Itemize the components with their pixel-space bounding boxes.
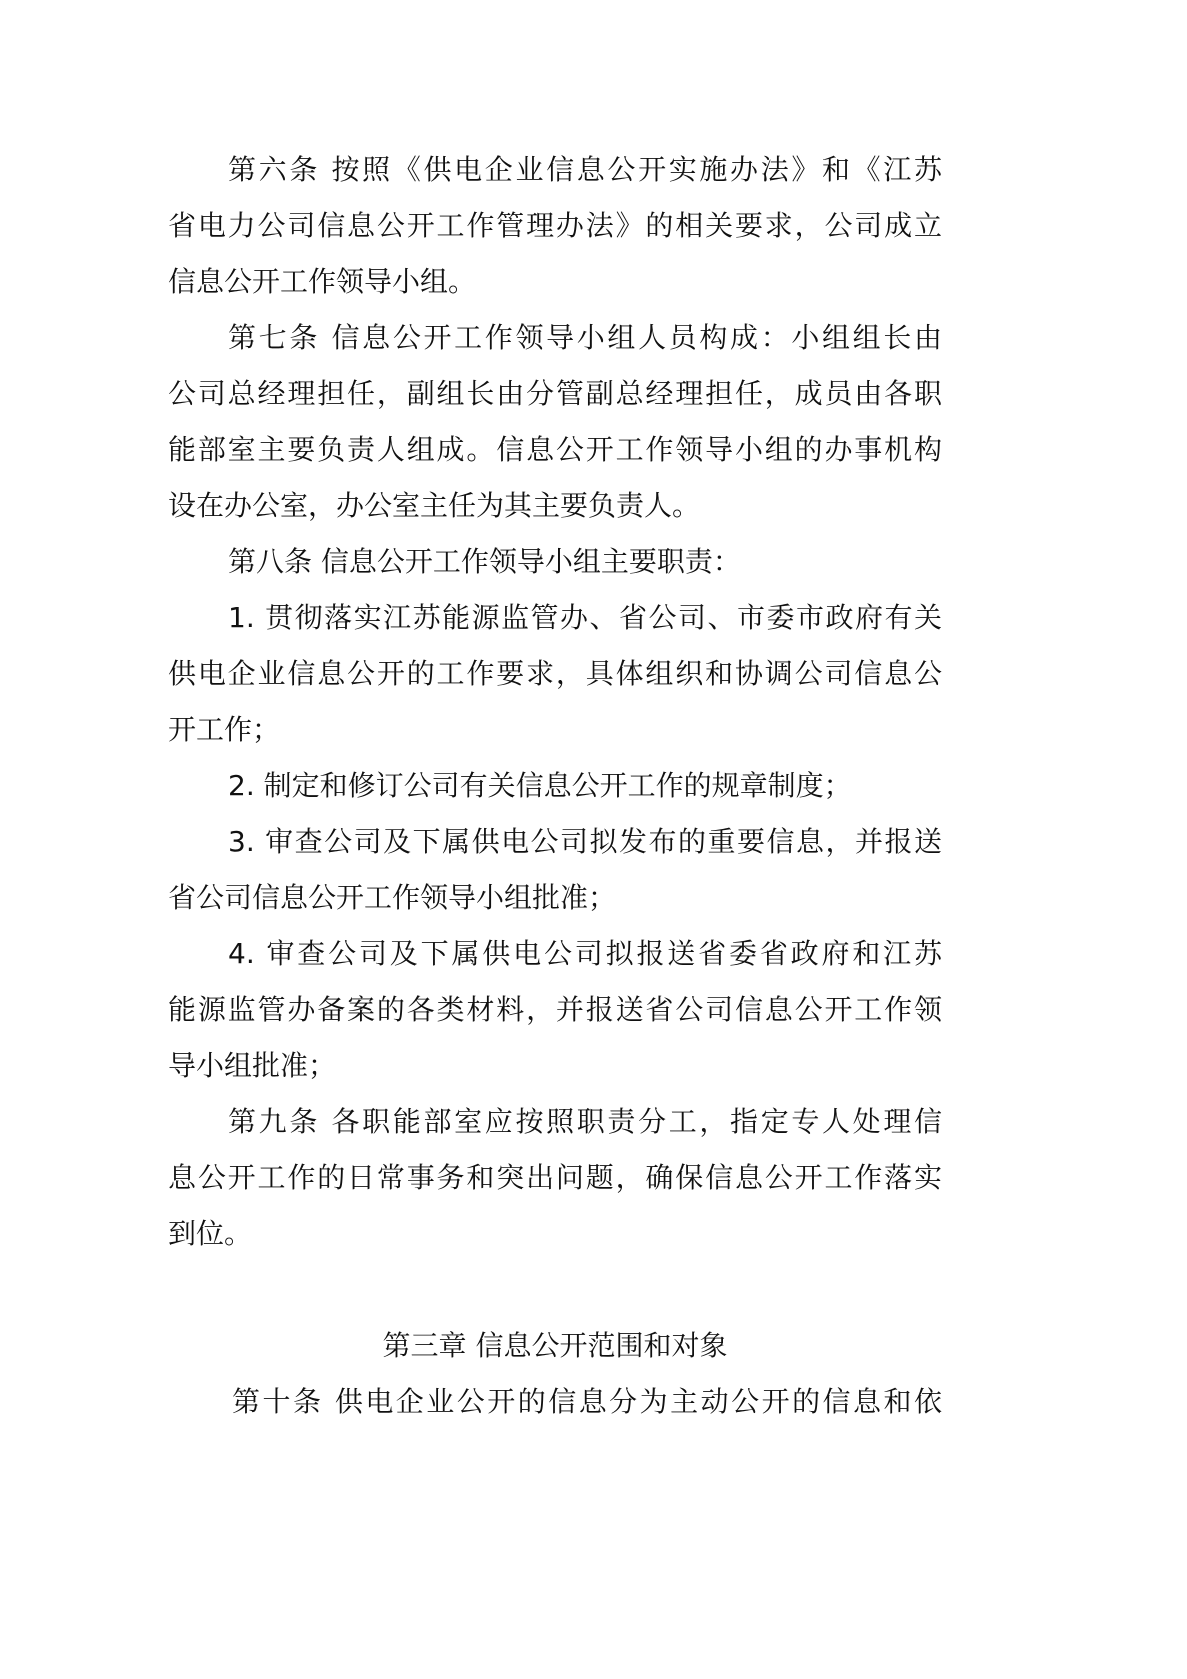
- text-line: 到位。: [168, 1217, 253, 1250]
- text-line: 第十条 供电企业公开的信息分为主动公开的信息和依: [232, 1385, 942, 1418]
- article-6: [168, 142, 942, 310]
- text-line: 第八条 信息公开工作领导小组主要职责：: [228, 545, 741, 578]
- text-line: 能源监管办备案的各类材料，并报送省公司信息公开工作领: [168, 993, 942, 1026]
- text-line: 省公司信息公开工作领导小组批准；: [168, 881, 617, 914]
- text-line: 公司总经理担任，副组长由分管副总经理担任，成员由各职: [168, 377, 942, 410]
- text-line: 1. 贯彻落实江苏能源监管办、省公司、市委市政府有关: [228, 601, 942, 634]
- text-line: 第九条 各职能部室应按照职责分工，指定专人处理信: [228, 1105, 942, 1138]
- duty-item-4: [168, 926, 942, 1094]
- text-line: 第六条 按照《供电企业信息公开实施办法》和《江苏: [228, 153, 942, 186]
- text-line: 供电企业信息公开的工作要求，具体组织和协调公司信息公: [168, 657, 942, 690]
- text-line: 导小组批准；: [168, 1049, 337, 1082]
- article-7: [168, 310, 942, 534]
- text-line: 3. 审查公司及下属供电公司拟发布的重要信息，并报送: [228, 825, 942, 858]
- duty-item-2: [168, 758, 942, 814]
- text-line: 开工作；: [168, 713, 281, 746]
- document-page: [168, 142, 942, 1430]
- text-line: 4. 审查公司及下属供电公司拟报送省委省政府和江苏: [228, 937, 942, 970]
- text-line: 息公开工作的日常事务和突出问题，确保信息公开工作落实: [168, 1161, 942, 1194]
- duty-item-1: [168, 590, 942, 758]
- text-line: 省电力公司信息公开工作管理办法》的相关要求，公司成立: [168, 209, 942, 242]
- article-10: [168, 1374, 942, 1430]
- text-line: 2. 制定和修订公司有关信息公开工作的规章制度；: [228, 769, 852, 802]
- article-8: [168, 534, 942, 590]
- duty-item-3: [168, 814, 942, 926]
- text-line: 第七条 信息公开工作领导小组人员构成：小组组长由: [228, 321, 942, 354]
- spacer: [168, 1262, 942, 1318]
- text-line: 信息公开工作领导小组。: [168, 265, 477, 298]
- chapter-heading: 第三章 信息公开范围和对象: [382, 1329, 728, 1362]
- text-line: 设在办公室，办公室主任为其主要负责人。: [168, 489, 701, 522]
- text-line: 能部室主要负责人组成。信息公开工作领导小组的办事机构: [168, 433, 942, 466]
- article-9: [168, 1094, 942, 1262]
